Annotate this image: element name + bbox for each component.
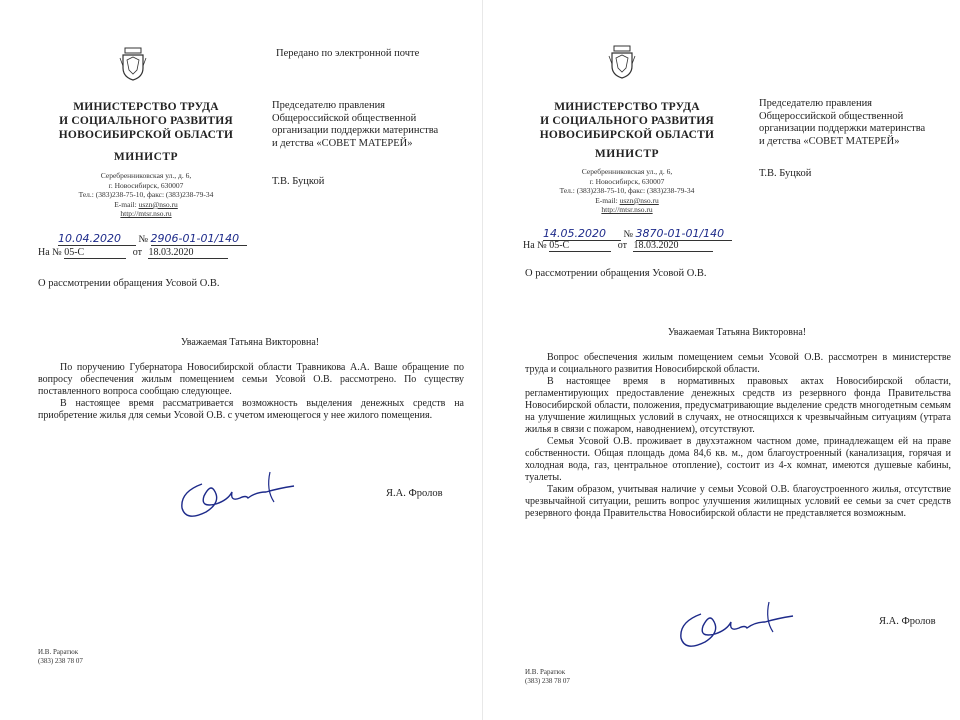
coat-of-arms-icon [118, 46, 148, 82]
reference-row [523, 240, 743, 252]
executor-name: И.В. Раратюк [525, 668, 566, 676]
reference-row [38, 247, 258, 259]
signer-name: Я.А. Фролов [879, 616, 936, 627]
recipient-line: организации поддержки материнства [759, 123, 926, 134]
email-link[interactable]: uszn@nso.ru [619, 195, 659, 205]
body-paragraph: В настоящее время рассматривается возможность выделения денежных средств на приобретение жилья для семьи Усовой О.В. с учетом имеющегося у нее жилого помещения. [38, 398, 464, 421]
letter-subject: О рассмотрении обращения Усовой О.В. [38, 278, 220, 289]
ministry-line: НОВОСИБИРСКОЙ ОБЛАСТИ [539, 129, 715, 141]
coat-of-arms-icon [607, 44, 637, 80]
recipient-block [272, 100, 472, 150]
number-label: № [138, 234, 149, 245]
ministry-line: И СОЦИАЛЬНОГО РАЗВИТИЯ [540, 115, 714, 127]
ref-prefix: На № [38, 247, 62, 258]
recipient-line: и детства «СОВЕТ МАТЕРЕЙ» [759, 135, 900, 147]
outgoing-date: 14.05.2020 [543, 227, 606, 240]
ministry-address [517, 167, 737, 215]
ref-date: 18.03.2020 [633, 240, 679, 251]
minister-title: МИНИСТР [594, 148, 660, 160]
ref-prefix: На № [523, 240, 547, 251]
recipient-name: Т.В. Буцкой [272, 176, 325, 187]
recipient-line: Председателю правления [759, 98, 873, 109]
outgoing-number: 3870-01-01/140 [635, 227, 725, 240]
registration-row [543, 227, 743, 241]
address-line: Серебренниковская ул., д. 6, [100, 171, 192, 180]
recipient-line: организации поддержки материнства [272, 125, 439, 136]
executor-name: И.В. Раратюк [38, 648, 79, 656]
email-line: E-mail: uszn@nso.ru [595, 195, 659, 205]
number-label: № [623, 229, 634, 240]
recipient-line: Общероссийской общественной [759, 110, 904, 122]
executor-info [525, 668, 570, 686]
letter-page-left [0, 0, 476, 720]
ministry-title [52, 100, 240, 142]
address-line: г. Новосибирск, 630007 [589, 176, 665, 186]
minister-title: МИНИСТР [113, 151, 179, 163]
recipient-line: и детства «СОВЕТ МАТЕРЕЙ» [272, 137, 413, 149]
website-link[interactable]: http://mtsr.nso.ru [601, 205, 653, 215]
body-paragraph: Семья Усовой О.В. проживает в двухэтажном частном доме, принадлежащем ей на праве собственности. Общая площадь дома 84,6 кв. м., дом благоустроенный (канализация, горячая и холодная вода, газ, центральное отопление), состоит из 4-х комнат, имеются душевые кабины, туалеты. [525, 436, 951, 483]
executor-phone: (383) 238 78 07 [525, 677, 570, 685]
signature-icon [669, 592, 809, 662]
outgoing-number: 2906-01-01/140 [150, 232, 240, 245]
recipient-line: Председателю правления [272, 100, 386, 111]
letter-body [525, 352, 951, 520]
registration-row [58, 232, 258, 246]
recipient-block [759, 98, 959, 148]
ministry-line: И СОЦИАЛЬНОГО РАЗВИТИЯ [59, 115, 233, 127]
recipient-line: Общероссийской общественной [272, 112, 417, 124]
recipient-name: Т.В. Буцкой [759, 168, 812, 179]
signature-icon [170, 462, 310, 532]
ref-number: 05-С [549, 240, 570, 251]
email-line: E-mail: uszn@nso.ru [114, 199, 178, 209]
body-paragraph: В настоящее время в нормативных правовых актах Новосибирской области, регламентирующих предоставление денежных средств из резервного фонда Правительства Новосибирской области, положения, предусматривающие выделение средств многодетным семьям на улучшение жилищных условий в случаях, не относящихся к чрезвычайным ситуациям (утрата жилья в связи с пожаром, наводнением), отсутствуют. [525, 376, 951, 435]
address-line: Серебренниковская ул., д. 6, [581, 167, 673, 176]
body-paragraph: Вопрос обеспечения жилым помещением семьи Усовой О.В. рассмотрен в министерстве труда и социального развития Новосибирской области. [525, 352, 951, 375]
salutation: Уважаемая Татьяна Викторовна! [180, 337, 320, 348]
email-link[interactable]: uszn@nso.ru [138, 199, 178, 209]
body-paragraph: По поручению Губернатора Новосибирской области Травникова А.А. Ваше обращение по вопросу обеспечения жилым помещением семьи Усовой О.В. рассмотрено. По существу поставленного вопроса сообщаю следующее. [38, 362, 464, 397]
ref-from: от [132, 247, 142, 258]
ministry-title [531, 100, 723, 142]
ministry-line: МИНИСТЕРСТВО ТРУДА [554, 101, 700, 113]
transmission-note: Передано по электронной почте [276, 48, 420, 59]
letter-page-right [482, 0, 960, 720]
ref-from: от [617, 240, 627, 251]
signer-name: Я.А. Фролов [386, 488, 443, 499]
ref-date: 18.03.2020 [148, 247, 194, 258]
letter-body [38, 362, 464, 422]
outgoing-date: 10.04.2020 [58, 232, 121, 245]
body-paragraph: Таким образом, учитывая наличие у семьи Усовой О.В. благоустроенного жилья, отсутствие чрезвычайной ситуации, решить вопрос улучшения жилищных условий ее семьи за счет средств резервного фонда Правительства Новосибирской области не представляется возможным. [525, 484, 951, 519]
address-line: Тел.: (383)238-75-10, факс: (383)238-79-34 [559, 186, 695, 196]
website-link[interactable]: http://mtsr.nso.ru [120, 209, 172, 219]
executor-phone: (383) 238 78 07 [38, 657, 83, 665]
ref-number: 05-С [64, 247, 85, 258]
salutation: Уважаемая Татьяна Викторовна! [667, 327, 807, 338]
ministry-line: НОВОСИБИРСКОЙ ОБЛАСТИ [58, 129, 234, 141]
executor-info [38, 648, 83, 666]
letter-subject: О рассмотрении обращения Усовой О.В. [525, 268, 707, 279]
address-line: г. Новосибирск, 630007 [108, 180, 184, 190]
ministry-address [32, 171, 260, 219]
address-line: Тел.: (383)238-75-10, факс: (383)238-79-34 [78, 190, 214, 200]
ministry-line: МИНИСТЕРСТВО ТРУДА [73, 101, 219, 113]
